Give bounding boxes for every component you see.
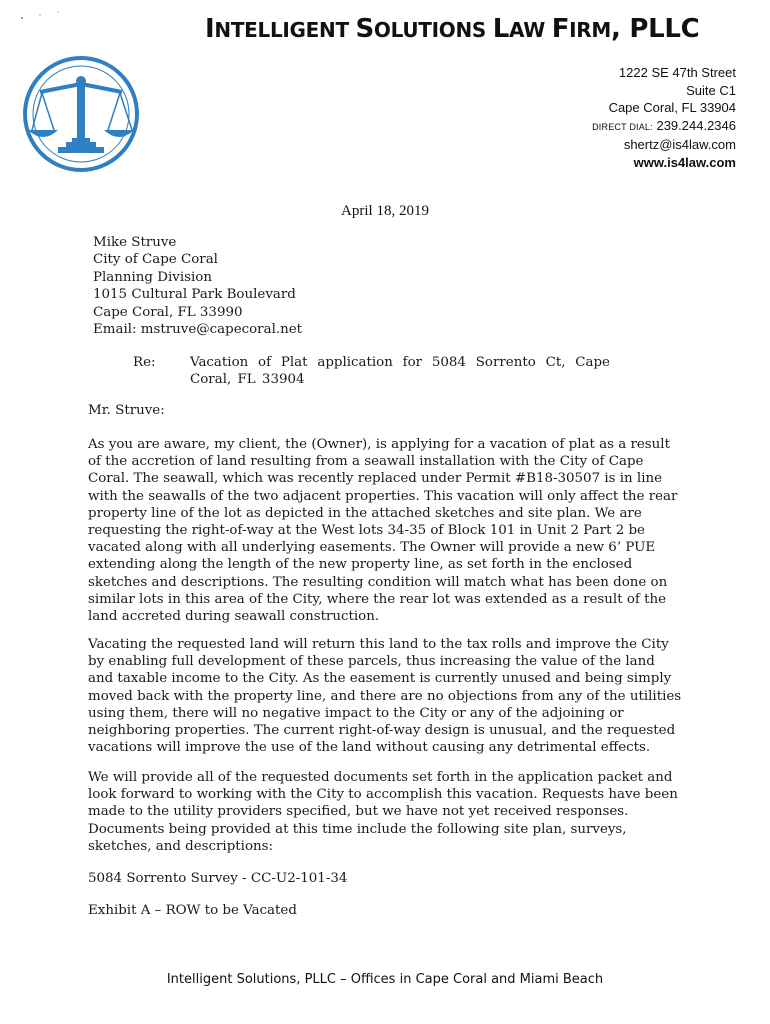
- firm-suite: Suite C1: [686, 82, 736, 98]
- body-paragraph-1: As you are aware, my client, the (Owner), is applying for a vacation of plat as a result of the accretion of land resulting from a seawall installation with the City of Cape Coral. The seawall, which was recently replaced under Permit #B18-30507 is in line with the seawalls of the two adjacent properties. This vacation will only affect the rear property line of the lot as depicted in the attached sketches and site plan. We are requesting the right-of-way at the West lots 34-35 of Block 101 in Unit 2 Part 2 be vacated along with all underlying easements. The Owner will provide a new 6’ PUE extending along the length of the new property line, as set forth in the enclosed sketches and descriptions. The resulting condition will match what has been done on similar lots in this area of the City, where the rear lot was extended as a result of the land accreted during seawall construction.: [88, 437, 678, 625]
- direct-dial-number: 239.244.2346: [656, 117, 736, 133]
- recipient-city: Cape Coral, FL 33990: [93, 304, 243, 320]
- firm-email: shertz@is4law.com: [623, 137, 736, 153]
- footer: Intelligent Solutions, PLLC – Offices in Cape Coral and Miami Beach: [166, 972, 604, 987]
- recipient-name: Mike Struve: [93, 235, 177, 250]
- document-item-exhibit-a: Exhibit A – ROW to be Vacated: [88, 903, 297, 918]
- salutation: Mr. Struve:: [88, 403, 165, 418]
- re-label: Re:: [133, 355, 156, 370]
- recipient-block: [93, 234, 493, 338]
- recipient-street: 1015 Cultural Park Boulevard: [93, 287, 296, 303]
- recipient-org: City of Cape Coral: [93, 252, 218, 268]
- recipient-email: Email: mstruve@capecoral.net: [93, 322, 303, 338]
- document-item-survey: 5084 Sorrento Survey - CC-U2-101-34: [88, 871, 348, 886]
- firm-street: 1222 SE 47th Street: [618, 65, 736, 80]
- scan-specks: [18, 6, 98, 26]
- re-subject: Vacation of Plat application for 5084 Sorrento Ct, Cape Coral, FL 33904: [190, 355, 610, 388]
- body-paragraph-3: We will provide all of the requested documents set forth in the application packet and look forward to working with the City to accomplish this vacation. Requests have been made to the utility providers specified, but we have not yet received responses. Documents being provided at this time include the following site plan, surveys, sketches, and descriptions:: [88, 770, 678, 854]
- body-paragraph-2: Vacating the requested land will return this land to the tax rolls and improve the City by enabling full development of these parcels, thus increasing the value of the land and taxable income to the City. As the easement is currently unused and being simply moved back with the property line, and there are no objections from any of the utilities using them, there will no negative impact to the City or any of the adjoining or neighboring properties. The current right-of-way design is unusual, and the requested vacations will improve the use of the land without causing any detrimental effects.: [88, 637, 682, 756]
- firm-address-block: [476, 64, 736, 172]
- firm-name: INTELLIGENT SOLUTIONS LAW FIRM, PLLC: [205, 14, 700, 44]
- firm-direct-dial: [476, 117, 736, 137]
- recipient-dept: Planning Division: [93, 269, 212, 285]
- scales-of-justice-icon: [22, 48, 140, 180]
- firm-city-state-zip: Cape Coral, FL 33904: [608, 100, 736, 116]
- direct-dial-label: DIRECT DIAL:: [592, 121, 653, 132]
- letter-date: April 18, 2019: [341, 203, 429, 219]
- firm-website: www.is4law.com: [633, 154, 736, 170]
